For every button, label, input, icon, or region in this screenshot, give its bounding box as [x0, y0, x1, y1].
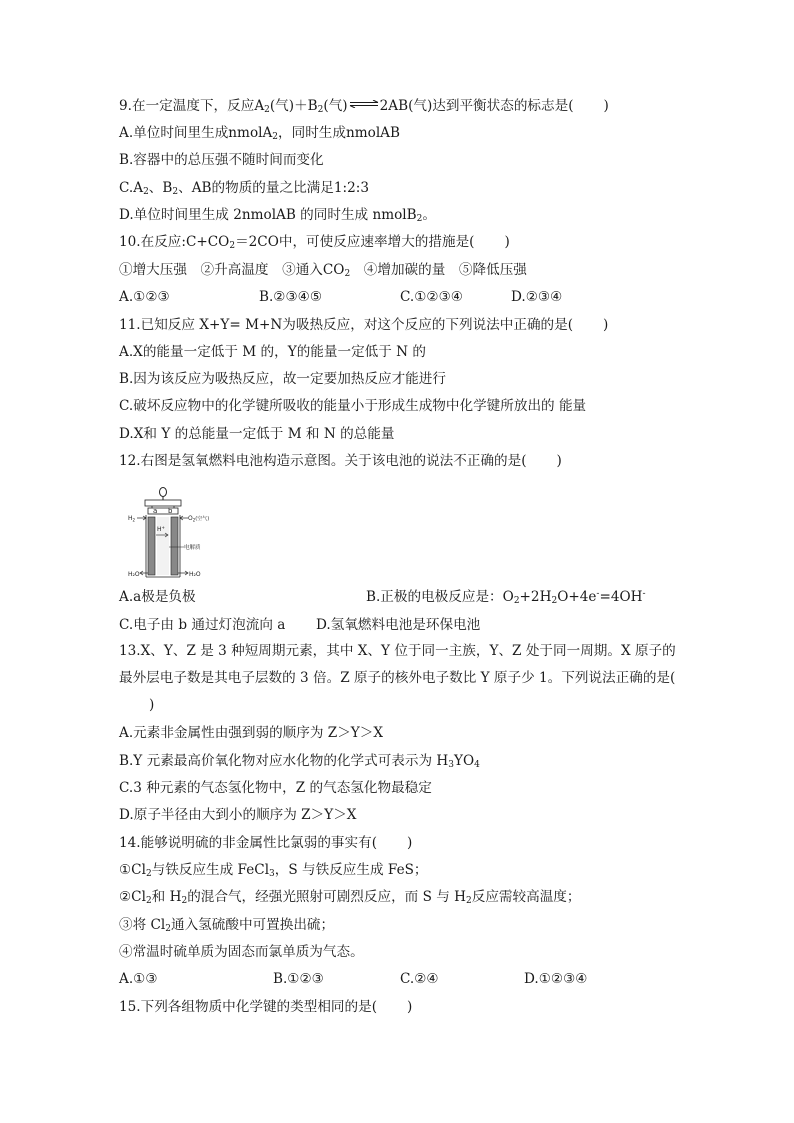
- q13-option-c: C.3 种元素的气态氢化物中，Z 的气态氢化物最稳定: [119, 780, 432, 796]
- q14-fact-1: $①Cl_2$与铁反应生成 FeCl$_3$，S 与铁反应生成 FeS；: [119, 862, 428, 879]
- q11-stem: 11.已知反应 X+Y= M+N为吸热反应，对这个反应的下列说法中正确的是( ): [119, 317, 609, 333]
- q9-stem: 9.在一定温度下，反应$A_2$(气)$+B_2$(气) 2AB(气)达到平衡状态的标志是( ): [119, 98, 609, 115]
- q10-measures: ①增大压强 ②升高温度 ③通入$CO_2$ ④增加碳的量 ⑤降低压强: [119, 262, 527, 279]
- q12-option-b: B.正极的电极反应是：$O_2+2H_2O+4e^-=4OH^-$: [366, 589, 646, 606]
- hydrogen-inlet-label: $H_2$: [128, 515, 136, 523]
- q11-option-d: D.X和 Y 的总能量一定低于 M 和 N 的总能量: [119, 426, 395, 442]
- q14-option-d: D.①②③④: [524, 971, 588, 987]
- q11-option-b: B.因为该反应为吸热反应，故一定要加热反应才能进行: [119, 371, 446, 387]
- electrode-b: [171, 517, 178, 575]
- q14-fact-3: ③将 $Cl_2$通入氢硫酸中可置换出硫；: [119, 917, 335, 934]
- q12-option-c: C.电子由 b 通过灯泡流向 a: [119, 617, 286, 633]
- q14-option-c: C.②④: [400, 971, 439, 987]
- q11-option-a: A.X的能量一定低于 M 的，Y的能量一定低于 N 的: [119, 344, 426, 360]
- equilibrium-arrow-icon: [349, 100, 379, 108]
- fuel-cell-diagram: [128, 487, 214, 581]
- q9-option-a: A.单位时间里生成nmolA$_2$，同时生成nmolAB: [119, 125, 400, 142]
- electrode-a: [148, 517, 155, 575]
- q10-option-b: B.②③④⑤: [259, 289, 323, 305]
- q10-stem: 10.在反应$:C+CO_2=2CO$中，可使反应速率增大的措施是( ): [119, 234, 510, 251]
- q13-stem: 13.X、Y、Z 是 3 种短周期元素，其中 X、Y 位于同一主族，Y、Z 处于同一周期。X 原子的最外层电子数是其电子层数的 3 倍。Z 原子的核外电子数比 Y 原子少 1。下列说法正确的是(): [119, 643, 676, 713]
- q14-option-a: A.①③: [119, 971, 158, 987]
- q14-option-b: B.①②③: [273, 971, 324, 987]
- q14-fact-4: ④常温时硫单质为固态而氯单质为气态。: [119, 944, 364, 960]
- q12-stem: 12.右图是氢氧燃料电池构造示意图。关于该电池的说法不正确的是( ): [119, 453, 562, 469]
- oxygen-inlet-label: $O_2^{(空气)}$: [188, 515, 210, 523]
- q11-option-c: C.破坏反应物中的化学键所吸收的能量小于形成生成物中化学键所放出的 能量: [119, 398, 587, 414]
- q13-option-d: D.原子半径由大到小的顺序为 Z＞Y＞X: [119, 807, 357, 823]
- q9-option-b: B.容器中的总压强不随时间而变化: [119, 152, 324, 168]
- q9-option-c: $C.A_2$、$B_2$、AB的物质的量之比满足1:2:3: [119, 180, 369, 197]
- q12-option-d: D.氢氧燃料电池是环保电池: [316, 617, 481, 633]
- q13-option-b: B.Y 元素最高价氧化物对应水化物的化学式可表示为 $H_3YO_4$: [119, 753, 480, 770]
- q10-option-d: D.②③④: [511, 289, 563, 305]
- hydrogen-ion-label: H+: [157, 525, 165, 533]
- lightbulb-icon: [160, 488, 167, 501]
- electrode-b-label: b: [168, 507, 173, 515]
- q9-option-d: D.单位时间里生成 2nmolAB 的同时生成 nmolB$_2$。: [119, 207, 436, 224]
- q15-stem: 15.下列各组物质中化学键的类型相同的是( ): [119, 999, 413, 1015]
- external-circuit: [145, 500, 181, 506]
- water-outlet-right-label: H₂O: [189, 571, 201, 578]
- water-outlet-left-label: H₂O: [128, 571, 140, 578]
- q13-option-a: A.元素非金属性由强到弱的顺序为 Z＞Y＞X: [119, 725, 384, 741]
- q14-fact-2: $②Cl_2$和 $H_2$的混合气，经强光照射可剧烈反应，而 S 与 $H_2$反应需较高温度；: [119, 889, 581, 906]
- q10-option-c: C.①②③④: [400, 289, 463, 305]
- electrolyte-label: 电解质: [184, 545, 201, 551]
- q12-option-a: A.a极是负极: [119, 589, 196, 605]
- q14-stem: 14.能够说明硫的非金属性比氯弱的事实有( ): [119, 835, 413, 851]
- q10-option-a: A.①②③: [119, 289, 170, 305]
- electrode-a-label: a: [153, 507, 158, 515]
